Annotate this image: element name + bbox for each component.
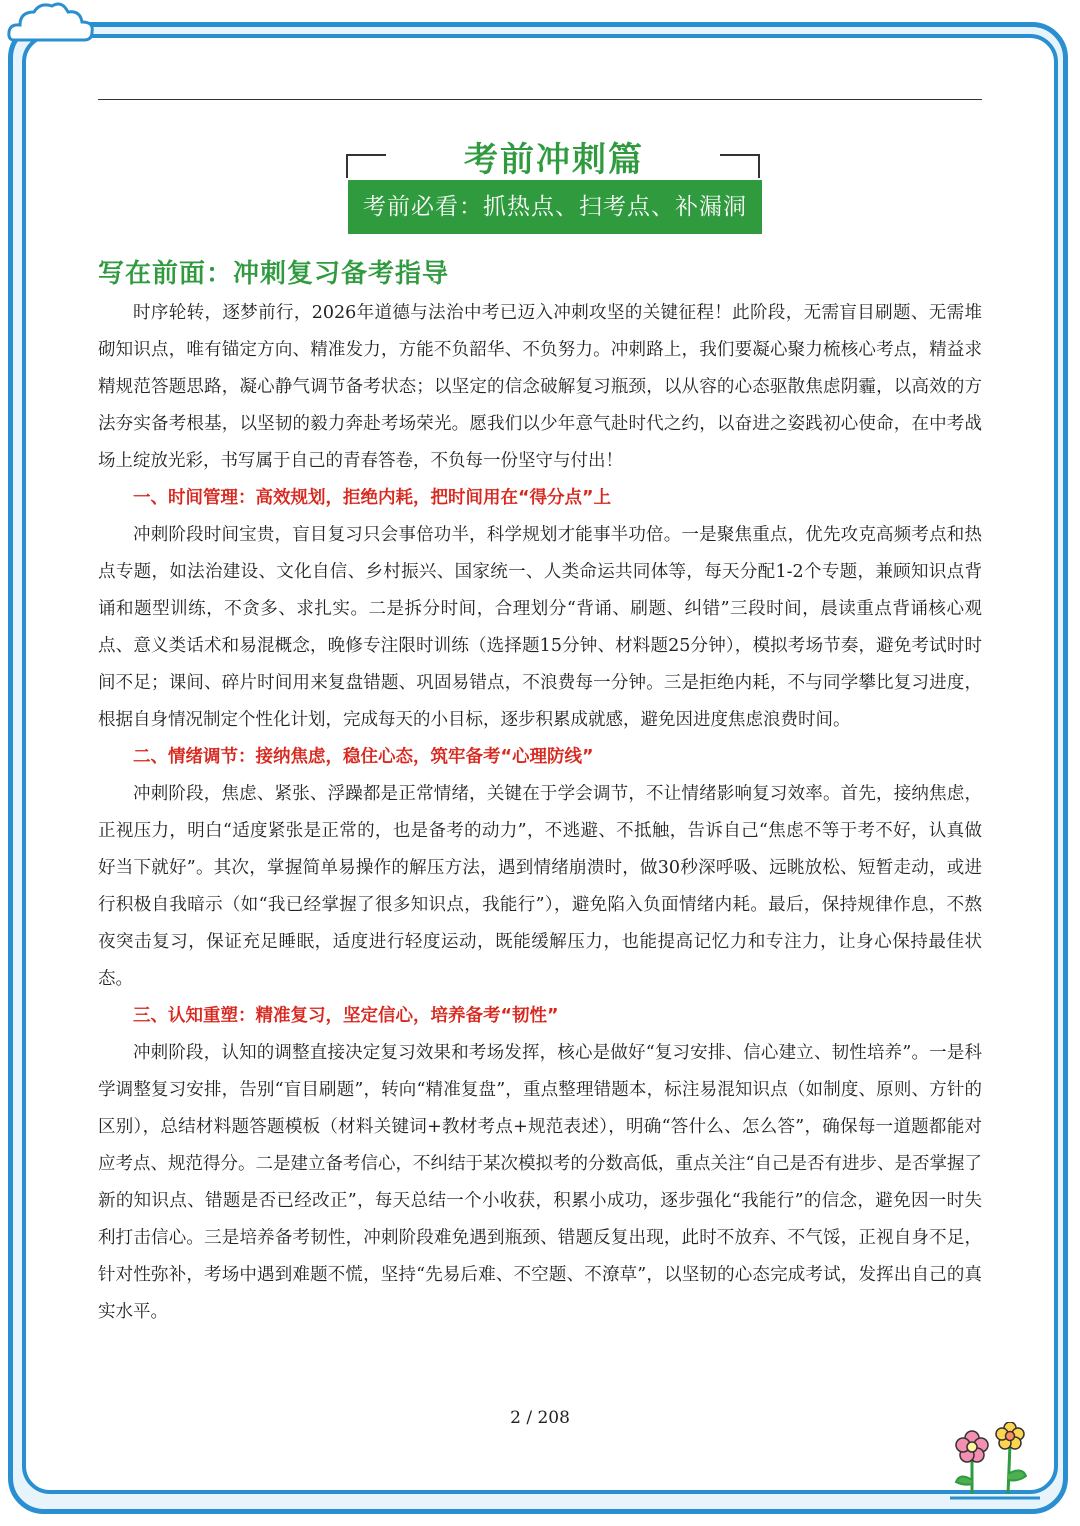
banner-subtitle: 考前必看：抓热点、扫考点、补漏洞 [348,180,762,234]
flowers-icon [950,1422,1040,1502]
banner-title: 考前冲刺篇 [464,140,644,180]
top-divider [98,99,982,100]
cloud-icon [6,0,96,46]
section-body-1: 冲刺阶段时间宝贵，盲目复习只会事倍功半，科学规划才能事半功倍。一是聚焦重点，优先攻克高频考点和热点专题，如法治建设、文化自信、乡村振兴、国家统一、人类命运共同体等，每天分配1-2个专题，兼顾知识点背诵和题型训练，不贪多、求扎实。二是拆分时间，合理划分“背诵、刷题、纠错”三段时间，晨读重点背诵核心观点、意义类话术和易混概念，晚修专注限时训练（选择题15分钟、材料题25分钟），模拟考场节奏，避免考试时时间不足；课间、碎片时间用来复盘错题、巩固易错点，不浪费每一分钟。三是拒绝内耗，不与同学攀比复习进度，根据自身情况制定个性化计划，完成每天的小目标，逐步积累成就感，避免因进度焦虑浪费时间。 [98,525,982,730]
section-title: 写在前面：冲刺复习备考指导 [98,259,450,289]
section-heading-3: 三、认知重塑：精准复习，坚定信心，培养备考“韧性” [133,1006,559,1026]
section-body-2: 冲刺阶段，焦虑、紧张、浮躁都是正常情绪，关键在于学会调节，不让情绪影响复习效率。首先，接纳焦虑，正视压力，明白“适度紧张是正常的，也是备考的动力”，不逃避、不抵触，告诉自己“焦虑不等于考不好，认真做好当下就好”。其次，掌握简单易操作的解压方法，遇到情绪崩溃时，做30秒深呼吸、远眺放松、短暂走动，或进行积极自我暗示（如“我已经掌握了很多知识点，我能行”），避免陷入负面情绪内耗。最后，保持规律作息，不熬夜突击复习，保证充足睡眠，适度进行轻度运动，既能缓解压力，也能提高记忆力和专注力，让身心保持最佳状态。 [98,784,982,989]
section-body-3: 冲刺阶段，认知的调整直接决定复习效果和考场发挥，核心是做好“复习安排、信心建立、韧性培养”。一是科学调整复习安排，告别“盲目刷题”，转向“精准复盘”，重点整理错题本，标注易混知识点（如制度、原则、方针的区别），总结材料题答题模板（材料关键词+教材考点+规范表述），明确“答什么、怎么答”，确保每一道题都能对应考点、规范得分。二是建立备考信心，不纠结于某次模拟考的分数高低，重点关注“自己是否有进步、是否掌握了新的知识点、错题是否已经改正”，每天总结一个小收获，积累小成功，逐步强化“我能行”的信念，避免因一时失利打击信心。三是培养备考韧性，冲刺阶段难免遇到瓶颈、错题反复出现，此时不放弃、不气馁，正视自身不足，针对性弥补，考场中遇到难题不慌，坚持“先易后难、不空题、不潦草”，以坚韧的心态完成考试，发挥出自己的真实水平。 [98,1043,982,1322]
intro-paragraph: 时序轮转，逐梦前行，2026年道德与法治中考已迈入冲刺攻坚的关键征程！此阶段，无需盲目刷题、无需堆砌知识点，唯有锚定方向、精准发力，方能不负韶华、不负努力。冲刺路上，我们要凝心聚力梳核心考点，精益求精规范答题思路，凝心静气调节备考状态；以坚定的信念破解复习瓶颈，以从容的心态驱散焦虑阴霾，以高效的方法夯实备考根基，以坚韧的毅力奔赴考场荣光。愿我们以少年意气赴时代之约，以奋进之姿践初心使命，在中考战场上绽放光彩，书写属于自己的青春答卷，不负每一份坚守与付出！ [98,303,982,471]
section-heading-2: 二、情绪调节：接纳焦虑，稳住心态，筑牢备考“心理防线” [133,747,594,767]
page-number: 2 / 208 [510,1408,570,1428]
article-content [98,295,982,1331]
section-heading-1: 一、时间管理：高效规划，拒绝内耗，把时间用在“得分点”上 [133,488,612,508]
